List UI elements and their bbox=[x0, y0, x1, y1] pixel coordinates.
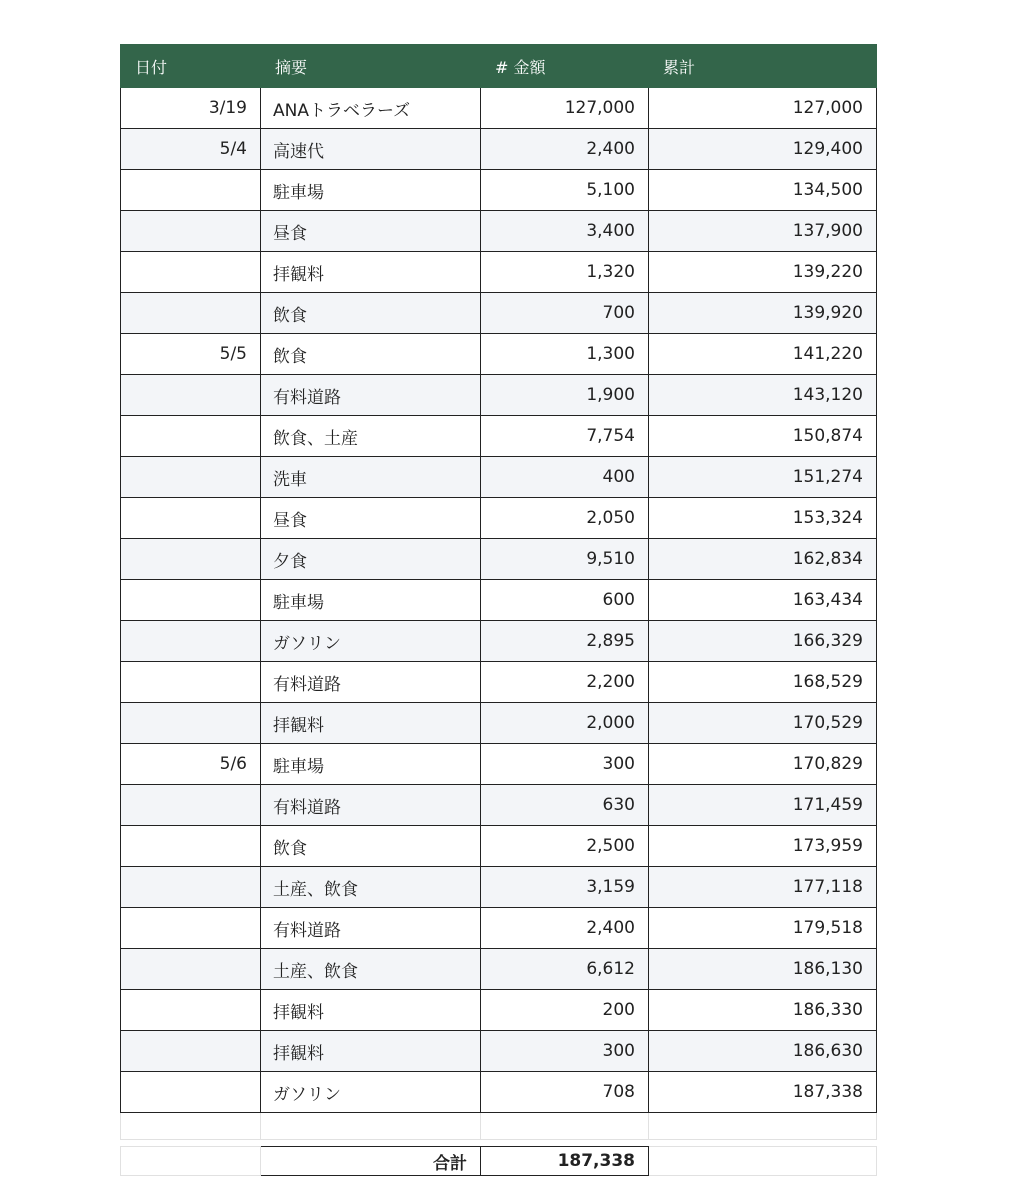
table-row bbox=[121, 703, 877, 744]
cell-cumulative[interactable]: 143,120 bbox=[649, 375, 877, 416]
header-date[interactable]: 日付 bbox=[121, 45, 261, 88]
header-cumulative[interactable]: 累計 bbox=[649, 45, 877, 88]
cell-amount[interactable]: 1,320 bbox=[481, 252, 649, 293]
cell-amount[interactable]: 2,050 bbox=[481, 498, 649, 539]
table-row bbox=[121, 539, 877, 580]
total-value[interactable]: 187,338 bbox=[481, 1147, 649, 1176]
cell-date[interactable] bbox=[121, 621, 261, 662]
cell-date[interactable] bbox=[121, 580, 261, 621]
cell-cumulative[interactable]: 137,900 bbox=[649, 211, 877, 252]
cell-cumulative[interactable]: 170,529 bbox=[649, 703, 877, 744]
cell-description[interactable]: 土産、飲食 bbox=[261, 867, 481, 908]
cell-cumulative[interactable]: 168,529 bbox=[649, 662, 877, 703]
cell-description[interactable]: 拝観料 bbox=[261, 703, 481, 744]
cell-amount[interactable]: 300 bbox=[481, 1031, 649, 1072]
cell-description[interactable]: ガソリン bbox=[261, 1072, 481, 1113]
table-row bbox=[121, 621, 877, 662]
cell-date[interactable] bbox=[121, 908, 261, 949]
cell-description[interactable]: 飲食 bbox=[261, 293, 481, 334]
expense-table bbox=[120, 44, 877, 1176]
cell-amount[interactable]: 3,400 bbox=[481, 211, 649, 252]
header-row bbox=[121, 45, 877, 88]
table-row bbox=[121, 580, 877, 621]
table-header bbox=[121, 45, 877, 88]
cell-amount[interactable]: 2,400 bbox=[481, 129, 649, 170]
gap-row bbox=[121, 1140, 877, 1147]
cell-description[interactable]: 昼食 bbox=[261, 211, 481, 252]
cell-description[interactable]: 駐車場 bbox=[261, 170, 481, 211]
total-empty-cell[interactable] bbox=[649, 1147, 877, 1176]
cell-date[interactable] bbox=[121, 375, 261, 416]
cell-date[interactable] bbox=[121, 170, 261, 211]
cell-date[interactable] bbox=[121, 990, 261, 1031]
table-row bbox=[121, 908, 877, 949]
cell-date[interactable] bbox=[121, 1031, 261, 1072]
cell-amount[interactable]: 2,400 bbox=[481, 908, 649, 949]
blank-cell[interactable] bbox=[481, 1113, 649, 1140]
cell-cumulative[interactable]: 153,324 bbox=[649, 498, 877, 539]
cell-date[interactable] bbox=[121, 457, 261, 498]
cell-date[interactable] bbox=[121, 539, 261, 580]
cell-description[interactable]: 拝観料 bbox=[261, 990, 481, 1031]
cell-date[interactable] bbox=[121, 826, 261, 867]
cell-cumulative[interactable]: 127,000 bbox=[649, 88, 877, 129]
cell-amount[interactable]: 1,900 bbox=[481, 375, 649, 416]
table-row bbox=[121, 744, 877, 785]
cell-amount[interactable]: 1,300 bbox=[481, 334, 649, 375]
cell-description[interactable]: 有料道路 bbox=[261, 662, 481, 703]
table-row bbox=[121, 498, 877, 539]
cell-amount[interactable]: 200 bbox=[481, 990, 649, 1031]
cell-amount[interactable]: 3,159 bbox=[481, 867, 649, 908]
cell-cumulative[interactable]: 186,630 bbox=[649, 1031, 877, 1072]
cell-cumulative[interactable]: 170,829 bbox=[649, 744, 877, 785]
table-row bbox=[121, 990, 877, 1031]
cell-date[interactable] bbox=[121, 252, 261, 293]
total-label[interactable]: 合計 bbox=[261, 1147, 481, 1176]
cell-cumulative[interactable]: 151,274 bbox=[649, 457, 877, 498]
table-row bbox=[121, 293, 877, 334]
cell-amount[interactable]: 708 bbox=[481, 1072, 649, 1113]
cell-description[interactable]: 拝観料 bbox=[261, 1031, 481, 1072]
cell-description[interactable]: 駐車場 bbox=[261, 744, 481, 785]
cell-amount[interactable]: 700 bbox=[481, 293, 649, 334]
table-row bbox=[121, 170, 877, 211]
table-row bbox=[121, 211, 877, 252]
table-row bbox=[121, 334, 877, 375]
cell-amount[interactable]: 5,100 bbox=[481, 170, 649, 211]
cell-description[interactable]: 有料道路 bbox=[261, 908, 481, 949]
cell-description[interactable]: 有料道路 bbox=[261, 785, 481, 826]
cell-amount[interactable]: 630 bbox=[481, 785, 649, 826]
blank-row bbox=[121, 1113, 877, 1140]
total-empty-cell[interactable] bbox=[121, 1147, 261, 1176]
cell-date[interactable] bbox=[121, 498, 261, 539]
header-description[interactable]: 摘要 bbox=[261, 45, 481, 88]
cell-date[interactable] bbox=[121, 416, 261, 457]
cell-date[interactable] bbox=[121, 662, 261, 703]
cell-date[interactable] bbox=[121, 1072, 261, 1113]
cell-date[interactable] bbox=[121, 703, 261, 744]
cell-description[interactable]: 駐車場 bbox=[261, 580, 481, 621]
cell-date[interactable] bbox=[121, 785, 261, 826]
total-row bbox=[121, 1147, 877, 1176]
cell-cumulative[interactable]: 150,874 bbox=[649, 416, 877, 457]
table-row bbox=[121, 1072, 877, 1113]
table-row bbox=[121, 416, 877, 457]
cell-cumulative[interactable]: 187,338 bbox=[649, 1072, 877, 1113]
cell-description[interactable]: 飲食 bbox=[261, 826, 481, 867]
cell-cumulative[interactable]: 162,834 bbox=[649, 539, 877, 580]
cell-description[interactable]: 拝観料 bbox=[261, 252, 481, 293]
cell-cumulative[interactable]: 186,330 bbox=[649, 990, 877, 1031]
table-row bbox=[121, 129, 877, 170]
cell-date[interactable]: 5/5 bbox=[121, 334, 261, 375]
cell-date[interactable] bbox=[121, 867, 261, 908]
cell-amount[interactable]: 127,000 bbox=[481, 88, 649, 129]
blank-cell[interactable] bbox=[649, 1113, 877, 1140]
cell-cumulative[interactable]: 179,518 bbox=[649, 908, 877, 949]
cell-amount[interactable]: 2,000 bbox=[481, 703, 649, 744]
cell-cumulative[interactable]: 173,959 bbox=[649, 826, 877, 867]
cell-description[interactable]: 飲食 bbox=[261, 334, 481, 375]
table-row bbox=[121, 1031, 877, 1072]
cell-description[interactable]: 飲食、土産 bbox=[261, 416, 481, 457]
cell-date[interactable]: 3/19 bbox=[121, 88, 261, 129]
table-row bbox=[121, 252, 877, 293]
cell-amount[interactable]: 300 bbox=[481, 744, 649, 785]
cell-amount[interactable]: 400 bbox=[481, 457, 649, 498]
cell-date[interactable] bbox=[121, 949, 261, 990]
table-row bbox=[121, 949, 877, 990]
cell-amount[interactable]: 2,200 bbox=[481, 662, 649, 703]
table-row bbox=[121, 375, 877, 416]
cell-amount[interactable]: 7,754 bbox=[481, 416, 649, 457]
cell-cumulative[interactable]: 163,434 bbox=[649, 580, 877, 621]
blank-cell[interactable] bbox=[121, 1113, 261, 1140]
cell-amount[interactable]: 2,500 bbox=[481, 826, 649, 867]
cell-amount[interactable]: 600 bbox=[481, 580, 649, 621]
table-footer bbox=[121, 1113, 877, 1176]
header-amount[interactable]: # 金額 bbox=[481, 45, 649, 88]
cell-amount[interactable]: 9,510 bbox=[481, 539, 649, 580]
cell-cumulative[interactable]: 186,130 bbox=[649, 949, 877, 990]
cell-amount[interactable]: 2,895 bbox=[481, 621, 649, 662]
table-row bbox=[121, 826, 877, 867]
cell-cumulative[interactable]: 139,920 bbox=[649, 293, 877, 334]
cell-cumulative[interactable]: 166,329 bbox=[649, 621, 877, 662]
cell-amount[interactable]: 6,612 bbox=[481, 949, 649, 990]
cell-cumulative[interactable]: 134,500 bbox=[649, 170, 877, 211]
cell-date[interactable]: 5/4 bbox=[121, 129, 261, 170]
cell-description[interactable]: 土産、飲食 bbox=[261, 949, 481, 990]
cell-cumulative[interactable]: 171,459 bbox=[649, 785, 877, 826]
expense-sheet bbox=[120, 44, 876, 1176]
cell-cumulative[interactable]: 141,220 bbox=[649, 334, 877, 375]
blank-cell[interactable] bbox=[261, 1113, 481, 1140]
table-row bbox=[121, 457, 877, 498]
table-body bbox=[121, 88, 877, 1113]
cell-description[interactable]: ANAトラベラーズ bbox=[261, 88, 481, 129]
cell-cumulative[interactable]: 129,400 bbox=[649, 129, 877, 170]
table-row bbox=[121, 88, 877, 129]
cell-date[interactable] bbox=[121, 293, 261, 334]
cell-cumulative[interactable]: 139,220 bbox=[649, 252, 877, 293]
cell-description[interactable]: ガソリン bbox=[261, 621, 481, 662]
cell-description[interactable]: 有料道路 bbox=[261, 375, 481, 416]
cell-date[interactable] bbox=[121, 211, 261, 252]
table-row bbox=[121, 662, 877, 703]
cell-description[interactable]: 高速代 bbox=[261, 129, 481, 170]
table-row bbox=[121, 867, 877, 908]
table-row bbox=[121, 785, 877, 826]
cell-description[interactable]: 洗車 bbox=[261, 457, 481, 498]
cell-cumulative[interactable]: 177,118 bbox=[649, 867, 877, 908]
cell-description[interactable]: 昼食 bbox=[261, 498, 481, 539]
cell-description[interactable]: 夕食 bbox=[261, 539, 481, 580]
gap-cell bbox=[121, 1140, 877, 1147]
cell-date[interactable]: 5/6 bbox=[121, 744, 261, 785]
